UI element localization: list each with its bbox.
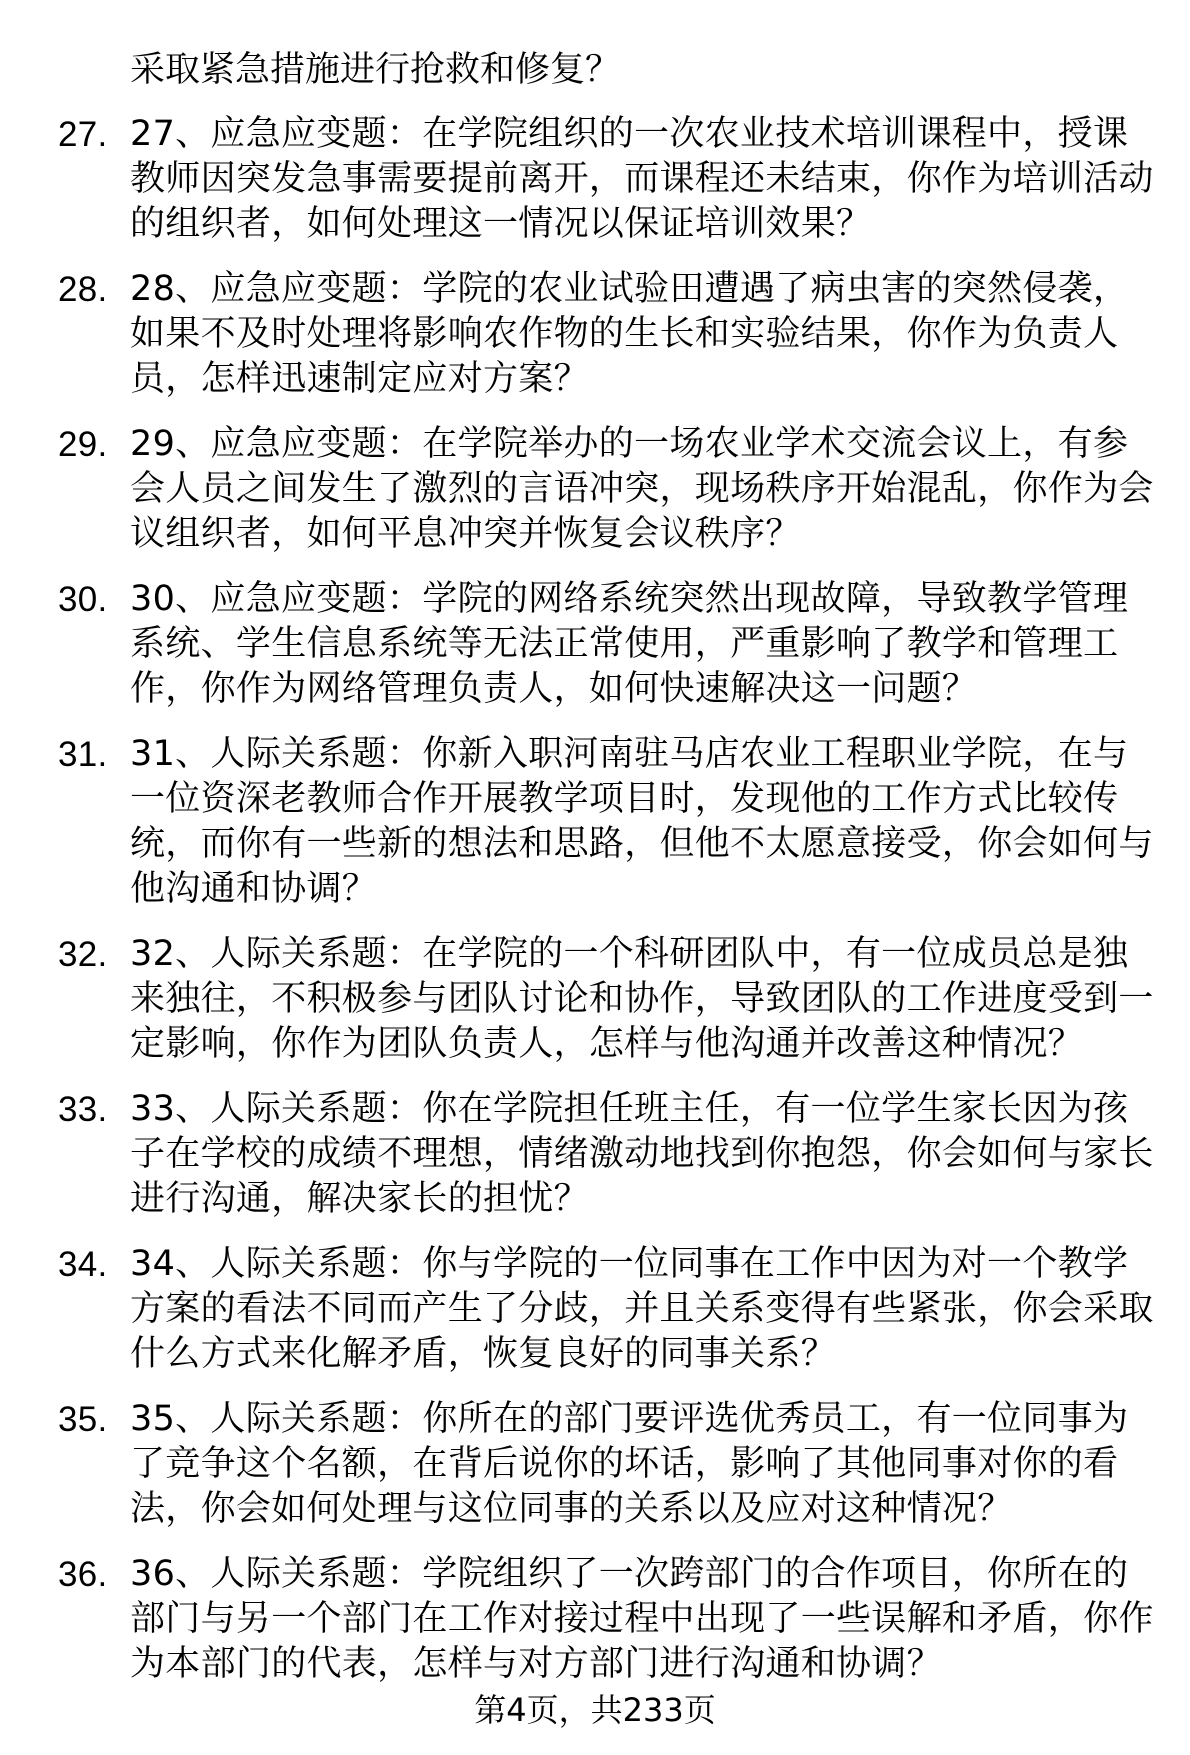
question-number: 31. <box>58 735 108 774</box>
question-number: 29. <box>58 425 108 464</box>
continuation-text: 采取紧急措施进行抢救和修复？ <box>130 50 621 90</box>
question-item <box>0 577 1160 712</box>
question-text: 36、人际关系题：学院组织了一次跨部门的合作项目，你所在的部门与另一个部门在工作对接过程中出现了一些误解和矛盾，你作为本部门的代表，怎样与对方部门进行沟通和协调？ <box>130 1554 1154 1684</box>
question-item <box>0 1087 1160 1222</box>
question-text: 35、人际关系题：你所在的部门要评选优秀员工，有一位同事为了竞争这个名额，在背后说你的坏话，影响了其他同事对你的看法，你会如何处理与这位同事的关系以及应对这种情况？ <box>130 1399 1129 1529</box>
question-text: 32、人际关系题：在学院的一个科研团队中，有一位成员总是独来独往，不积极参与团队讨论和协作，导致团队的工作进度受到一定影响，你作为团队负责人，怎样与他沟通并改善这种情况？ <box>130 934 1154 1064</box>
question-number: 36. <box>58 1555 108 1594</box>
question-number: 27. <box>58 115 108 154</box>
question-list <box>0 112 1190 1707</box>
question-item <box>0 1242 1160 1377</box>
question-number: 30. <box>58 580 108 619</box>
question-text: 28、应急应变题：学院的农业试验田遭遇了病虫害的突然侵袭，如果不及时处理将影响农作物的生长和实验结果，你作为负责人员，怎样迅速制定应对方案？ <box>130 269 1129 399</box>
question-item <box>0 112 1160 247</box>
question-number: 35. <box>58 1400 108 1439</box>
question-item <box>0 422 1160 557</box>
question-number: 32. <box>58 935 108 974</box>
question-text: 27、应急应变题：在学院组织的一次农业技术培训课程中，授课教师因突发急事需要提前离开，而课程还未结束，你作为培训活动的组织者，如何处理这一情况以保证培训效果？ <box>130 114 1154 244</box>
page-footer: 第4页，共233页 <box>474 1691 716 1729</box>
question-item <box>0 1552 1160 1687</box>
question-item <box>0 1397 1160 1532</box>
question-text: 31、人际关系题：你新入职河南驻马店农业工程职业学院，在与一位资深老教师合作开展教学项目时，发现他的工作方式比较传统，而你有一些新的想法和思路，但他不太愿意接受，你会如何与他沟通和协调？ <box>130 734 1154 909</box>
question-text: 33、人际关系题：你在学院担任班主任，有一位学生家长因为孩子在学校的成绩不理想，情绪激动地找到你抱怨，你会如何与家长进行沟通，解决家长的担忧？ <box>130 1089 1154 1219</box>
question-number: 33. <box>58 1090 108 1129</box>
question-item <box>0 732 1160 912</box>
question-item <box>0 932 1160 1067</box>
question-number: 28. <box>58 270 108 309</box>
question-number: 34. <box>58 1245 108 1284</box>
question-text: 34、人际关系题：你与学院的一位同事在工作中因为对一个教学方案的看法不同而产生了分歧，并且关系变得有些紧张，你会采取什么方式来化解矛盾，恢复良好的同事关系？ <box>130 1244 1154 1374</box>
question-text: 29、应急应变题：在学院举办的一场农业学术交流会议上，有参会人员之间发生了激烈的言语冲突，现场秩序开始混乱，你作为会议组织者，如何平息冲突并恢复会议秩序？ <box>130 424 1154 554</box>
question-item <box>0 267 1160 402</box>
question-text: 30、应急应变题：学院的网络系统突然出现故障，导致教学管理系统、学生信息系统等无法正常使用，严重影响了教学和管理工作，你作为网络管理负责人，如何快速解决这一问题？ <box>130 579 1129 709</box>
